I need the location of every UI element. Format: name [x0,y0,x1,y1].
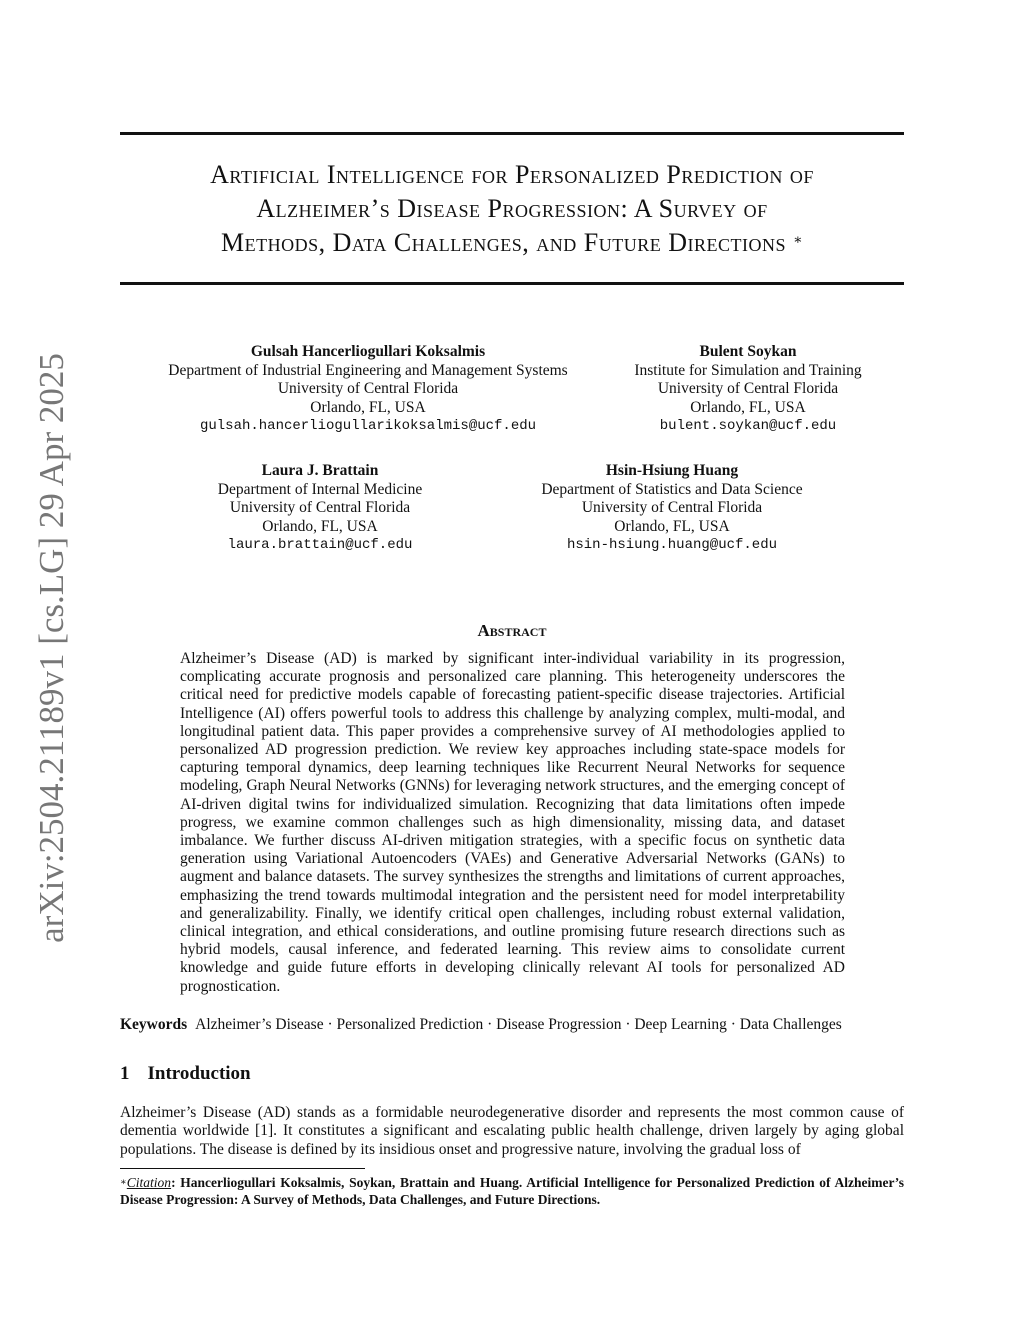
author-institution: University of Central Florida [229,499,411,517]
keywords-text: Alzheimer’s Disease · Personalized Prediction · Disease Progression · Deep Learning · Data Challenges [195,1016,842,1033]
author-location: Orlando, FL, USA [690,398,806,416]
author-name: Bulent Soykan [699,343,797,360]
author-institution: University of Central Florida [657,380,839,398]
author-name: Gulsah Hancerliogullari Koksalmis [250,343,486,360]
author-location: Orlando, FL, USA [614,517,730,535]
title-line-3-text: Methods, Data Challenges, and Future Directions [220,228,786,257]
author-email[interactable]: hsin-hsiung.huang@ucf.edu [566,537,778,554]
author-email[interactable]: laura.brattain@ucf.edu [227,537,413,554]
title-line-1: Artificial Intelligence for Personalized Prediction of [210,160,814,189]
arxiv-identifier-stamp: arXiv:2504.21189v1 [cs.LG] 29 Apr 2025 [32,353,71,943]
footnote-citation-label: Citation [126,1175,172,1190]
author-location: Orlando, FL, USA [310,398,426,416]
title-bottom-rule [120,282,904,285]
author-block-huang [512,462,832,555]
title-line-2: Alzheimer’s Disease Progression: A Survey of [256,194,768,223]
author-email[interactable]: gulsah.hancerliogullarikoksalmis@ucf.edu [199,418,537,435]
introduction-text: Alzheimer’s Disease (AD) stands as a formidable neurodegenerative disorder and represents the most common cause of dementia worldwide [1]. It constitutes a significant and escalating public health challenge, driven largely by aging global populations. The disease is defined by its insidious onset and progressive nature, involving the gradual loss of [120,1104,904,1158]
author-department: Department of Statistics and Data Science [541,480,803,498]
author-name: Hsin-Hsiung Huang [605,462,739,479]
abstract-heading: Abstract [477,621,547,640]
section-title: Introduction [147,1063,251,1084]
title-top-rule [120,132,904,135]
author-department: Department of Internal Medicine [217,480,423,498]
title-line-3 [120,226,904,260]
keywords-line [120,1016,920,1034]
keywords-label: Keywords [120,1016,188,1033]
title-footnote-mark[interactable]: ∗ [793,233,804,248]
author-block-brattain [170,462,470,555]
author-email[interactable]: bulent.soykan@ucf.edu [659,418,837,435]
author-institution: University of Central Florida [581,499,763,517]
author-institution: University of Central Florida [277,380,459,398]
author-block-koksalmis [120,343,616,436]
author-department: Department of Industrial Engineering and Management Systems [168,361,568,379]
author-department: Institute for Simulation and Training [634,361,862,379]
author-block-soykan [608,343,888,436]
footnote-mark: ∗ [120,1177,127,1188]
section-number: 1 [120,1063,130,1084]
section-heading-introduction [120,1063,251,1085]
abstract-text: Alzheimer’s Disease (AD) is marked by significant inter-individual variability in its progression, complicating accurate prognosis and personalized care planning. This heterogeneity underscores the critical need for predictive models capable of forecasting patient-specific disease trajectories. Artificial Intelligence (AI) offers powerful tools to address this challenge by analyzing complex, multi-modal, and longitudinal patient data. This paper provides a comprehensive survey of AI methodologies applied to personalized AD progression prediction. We review key approaches including state-space models for capturing temporal dynamics, deep learning techniques like Recurrent Neural Networks for sequence modeling, Graph Neural Networks (GNNs) for leveraging network structures, and the emerging concept of AI-driven digital twins for individualized simulation. Recognizing that data limitations often impede progress, we examine common challenges such as high dimensionality, missing data, and dataset imbalance. We further discuss AI-driven mitigation strategies, with a specific focus on synthetic data generation using Variational Autoencoders (VAEs) and Generative Adversarial Networks (GANs) to augment and balance datasets. The survey synthesizes the strengths and limitations of current approaches, emphasizing the trend towards multimodal integration and the persistent need for model interpretability and generalizability. Finally, we identify critical open challenges, including robust external validation, clinical integration, and ethical considerations, and outline promising future research directions such as hybrid models, causal inference, and federated learning. This review aims to consolidate current knowledge and guide future efforts in developing clinically relevant AI tools for personalized AD prognostication. [180,650,845,995]
citation-footnote [120,1174,904,1208]
paper-title [120,158,904,260]
author-name: Laura J. Brattain [261,462,379,479]
author-location: Orlando, FL, USA [262,517,378,535]
footnote-text: : Hancerliogullari Koksalmis, Soykan, Brattain and Huang. Artificial Intelligence for Personalized Prediction of Alzheimer’s Disease Progression: A Survey of Methods, Data Challenges, and Future Directions. [120,1175,904,1207]
footnote-rule [120,1168,365,1169]
